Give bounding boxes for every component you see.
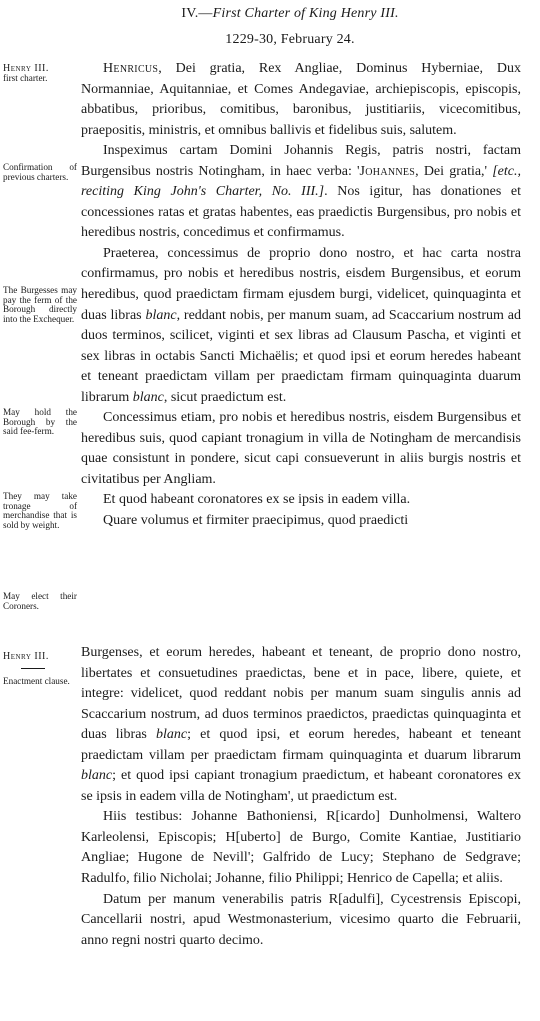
paragraph-praeterea: Praeterea, concessimus de proprio dono nostro, et hac carta nostra confirmamus, pro nobis et heredibus nostris, eisdem Burgensibus, et eorum heredibus, quod praedictam firmam ejusdem burgi, videlicet, quinquaginta et duas libras blanc, reddant nobis, per manum suam, ad Scaccarium nostrum ad duos terminos, scilicet, viginti et sex libras ad Clausum Pascha, et viginti et sex libras in octabis Sancti Michaëlis; et quod ipsi et eorum heredes habeant et teneant praedictam villam per praedictam firmam quinquaginta duarum librarum blanc, sicut praedictum est. xyxy=(81,245,521,405)
paragraph-address: Henricus, Dei gratia, Rex Angliae, Dominus Hyberniae, Dux Normanniae, Aquitanniae, et Comes Andegaviae, archiepiscopis, episcopis, abbatibus, prioribus, comitibus, baronibus, justitiariis, vicecomitibus, praepositis, ministris, et omnibus ballivis et fidelibus suis, salutem. xyxy=(81,61,521,138)
paragraph-datum: Datum per manum venerabilis patris R[adulfi], Cycestrensis Episcopi, Cancellarii nostri, apud Westmonasterium, vicesimo quarto die Februarii, anno regni nostri quarto decimo. xyxy=(81,891,521,948)
paragraph-quare: Quare volumus et firmiter praecipimus, quod praedicti xyxy=(103,513,409,529)
charter-text-upper xyxy=(81,59,521,532)
paragraph-witnesses: Hiis testibus: Johanne Bathoniensi, R[icardo] Dunholmensi, Waltero Karleolensi, Episcopis; H[uberto] de Burgo, Comite Kantiae, Justitiario Angliae; Hugone de Nevill'; Galfrido de Lucy; Stephano de Sedgrave; Radulfo, filio Nicholai; Johanne, filio Philippi; Henrico de Capella; et aliis. xyxy=(81,809,521,887)
charter-title: IV.—First Charter of King Henry III. xyxy=(181,6,399,21)
margin-note-coroners: May elect their Coroners. xyxy=(3,591,77,611)
paragraph-inspeximus: Inspeximus cartam Domini Johannis Regis, patris nostri, factam Burgensibus nostris Notingham, in haec verba: 'Johannes, Dei gratia,' [etc., reciting King John's Charter, No. III.]. Nos igitur, has donationes et concessiones ratas et gratas habentes, eas praedictis Burgensibus, pro nobis et heredibus nostris, concedimus et confirmamus. xyxy=(81,143,522,241)
charter-text-lower xyxy=(81,643,521,951)
paragraph-enactment: Burgenses, et eorum heredes, habeant et teneant, de proprio dono nostro, libertates et consuetudines praedictas, bene et in pace, libere, quiete, et integre: videlicet, quod reddant nobis per manum suam singulis annis ad Scaccarium nostrum, ad duos terminos praedictos, praedictas quinquaginta et duas libras blanc; et quod ipsi, et eorum heredes, habeant et teneant praedictam villam per praedictam firmam quinquaginta et duarum librarum blanc; et quod ipsi capiant tronagium praedictum, et habeant coronatores ex se ipsis in eadem villa de Notingham', ut praedictum est. xyxy=(81,645,522,804)
paragraph-coroners: Et quod habeant coronatores ex se ipsis in eadem villa. xyxy=(103,492,411,508)
margin-note-confirmation: Confirmation of previous charters. xyxy=(3,162,77,182)
margin-note-tronage: They may take tronage of merchandise that is sold by weight. xyxy=(3,491,77,530)
paragraph-tronage: Concessimus etiam, pro nobis et heredibus nostris, eisdem Burgensibus et heredibus suis, quod capiant tronagium in villa de Notingham de mercandisis quae consistunt in pondere, sicut capi consueverunt in aliis burgis nostris et civitatibus per Angliam. xyxy=(81,410,521,487)
margin-note-fee-ferm: May hold the Borough by the said fee-ferm. xyxy=(3,407,77,437)
charter-date: 1229-30, February 24. xyxy=(225,32,355,47)
margin-note-burgesses-ferm: The Burgesses may pay the ferm of the Borough directly into the Exchequer. xyxy=(3,285,77,324)
margin-note-henry-first: Henry III. first charter. xyxy=(3,63,49,83)
margin-note-enactment: Henry III. Enactment clause. xyxy=(3,651,70,686)
margin-rule xyxy=(21,668,45,669)
